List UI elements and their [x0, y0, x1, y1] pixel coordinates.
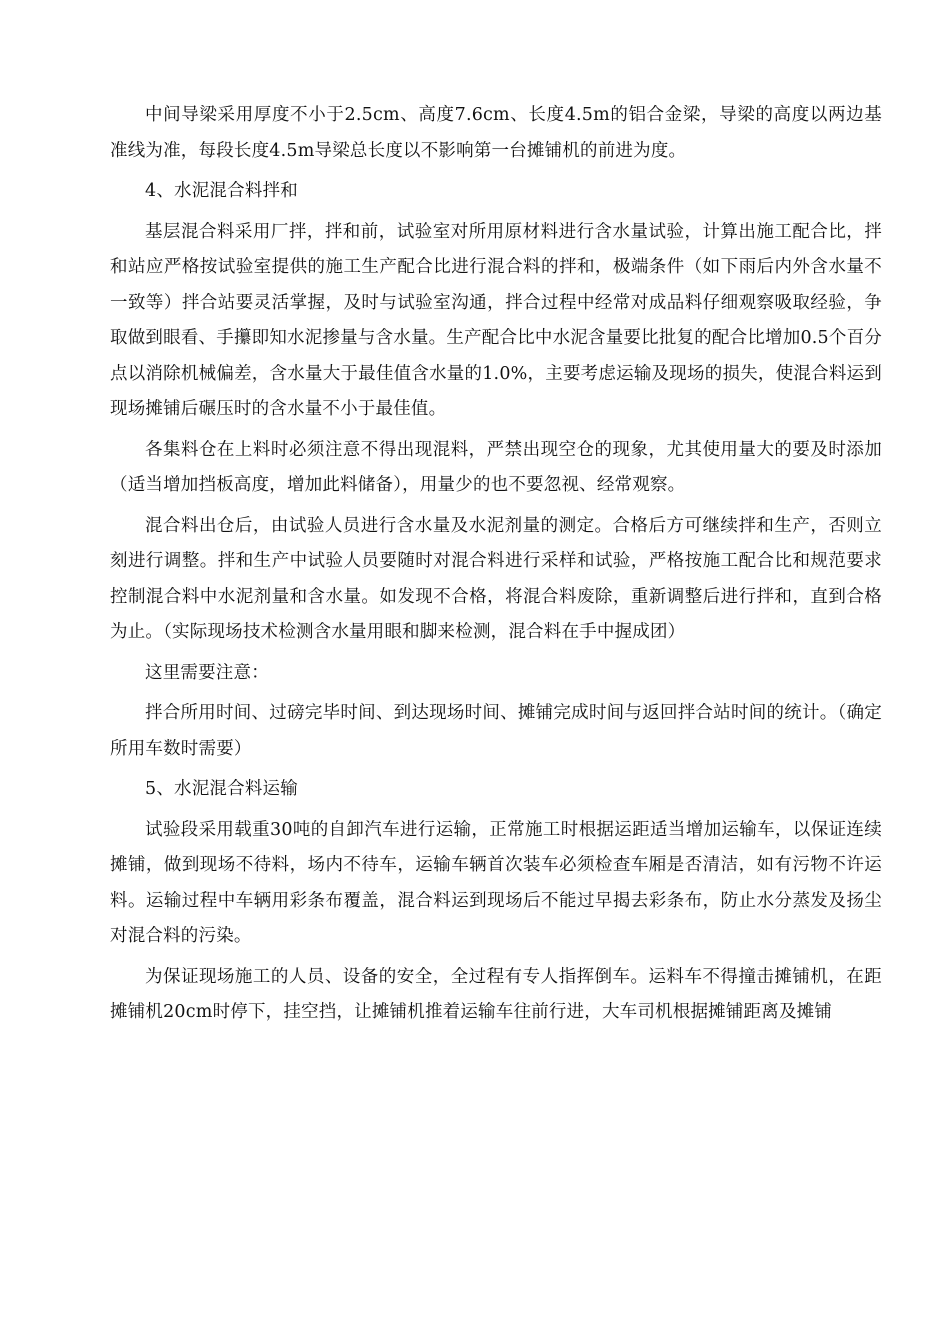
section-heading-transport: 5、水泥混合料运输	[145, 779, 298, 799]
paragraph-plant-mixing: 基层混合料采用厂拌，拌和前，试验室对所用原材料进行含水量试验，计算出施工配合比，拌和站应严格按试验室提供的施工生产配合比进行混合料的拌和，极端条件（如下雨后内外含水量不一致等）拌合站要灵活掌握，及时与试验室沟通，拌合过程中经常对成品料仔细观察吸取经验，争取做到眼看、手攥即知水泥掺量与含水量。生产配合比中水泥含量要比批复的配合比增加0.5个百分点以消除机械偏差，含水量大于最佳值含水量的1.0%，主要考虑运输及现场的损失，使混合料运到现场摊铺后碾压时的含水量不小于最佳值。	[110, 221, 882, 419]
paragraph-safety-reversing: 为保证现场施工的人员、设备的安全，全过程有专人指挥倒车。运料车不得撞击摊铺机，在距摊铺机20cm时停下，挂空挡，让摊铺机推着运输车往前行进，大车司机根据摊铺距离及摊铺	[110, 966, 882, 1022]
document-body	[110, 98, 882, 1036]
paragraph-guide-beam: 中间导梁采用厚度不小于2.5cm、高度7.6cm、长度4.5m的铝合金梁，导梁的高度以两边基准线为准，每段长度4.5m导梁总长度以不影响第一台摊铺机的前进为度。	[110, 105, 882, 161]
paragraph-quality-testing: 混合料出仓后，由试验人员进行含水量及水泥剂量的测定。合格后方可继续拌和生产，否则立刻进行调整。拌和生产中试验人员要随时对混合料进行采样和试验，严格按施工配合比和规范要求控制混合料中水泥剂量和含水量。如发现不合格，将混合料废除，重新调整后进行拌和，直到合格为止。（实际现场技术检测含水量用眼和脚来检测，混合料在手中握成团）	[110, 515, 882, 642]
paragraph-transport-trucks: 试验段采用载重30吨的自卸汽车进行运输，正常施工时根据运距适当增加运输车，以保证连续摊铺，做到现场不待料，场内不待车，运输车辆首次装车必须检查车厢是否清洁，如有污物不许运料。运输过程中车辆用彩条布覆盖，混合料运到现场后不能过早揭去彩条布，防止水分蒸发及扬尘对混合料的污染。	[110, 819, 882, 946]
paragraph-attention-note: 这里需要注意：	[145, 662, 269, 683]
paragraph-timing-statistics: 拌合所用时间、过磅完毕时间、到达现场时间、摊铺完成时间与返回拌合站时间的统计。（确定所用车数时需要）	[110, 703, 882, 759]
section-heading-mixing: 4、水泥混合料拌和	[145, 181, 298, 201]
paragraph-aggregate-bins: 各集料仓在上料时必须注意不得出现混料，严禁出现空仓的现象，尤其使用量大的要及时添加（适当增加挡板高度，增加此料储备），用量少的也不要忽视、经常观察。	[110, 439, 882, 495]
